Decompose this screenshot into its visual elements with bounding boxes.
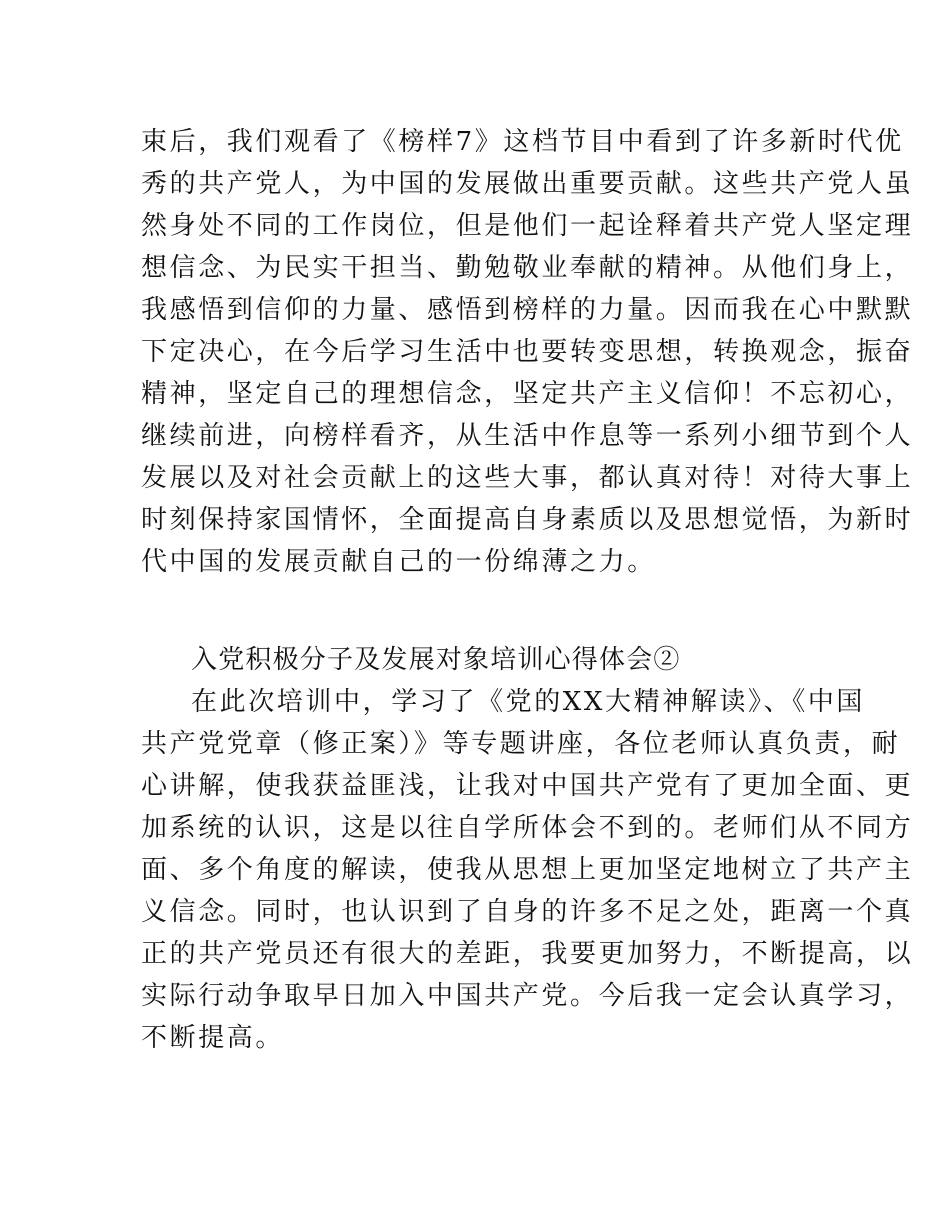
paragraph-line: 想信念、为民实干担当、勤勉敬业奉献的精神。从他们身上， (141, 253, 914, 283)
paragraph-line: 继续前进，向榜样看齐，从生活中作息等一系列小细节到个人 (141, 421, 914, 451)
paragraph-line: 然身处不同的工作岗位，但是他们一起诠释着共产党人坚定理 (141, 211, 914, 241)
paragraph-line: 实际行动争取早日加入中国共产党。今后我一定会认真学习， (141, 981, 914, 1011)
paragraph-line: 共产党党章（修正案）》等专题讲座，各位老师认真负责，耐 (141, 729, 901, 759)
paragraph-line: 加系统的认识，这是以往自学所体会不到的。老师们从不同方 (141, 813, 914, 843)
paragraph-line: 精神，坚定自己的理想信念，坚定共产主义信仰！不忘初心， (141, 379, 914, 409)
paragraph-line: 我感悟到信仰的力量、感悟到榜样的力量。因而我在心中默默 (141, 295, 914, 325)
paragraph-line: 代中国的发展贡献自己的一份绵薄之力。 (141, 547, 656, 577)
paragraph-line: 正的共产党员还有很大的差距，我要更加努力，不断提高，以 (141, 939, 914, 969)
paragraph-line: 发展以及对社会贡献上的这些大事，都认真对待！对待大事上 (141, 463, 914, 493)
paragraph-line: 下定决心，在今后学习生活中也要转变思想，转换观念，振奋 (141, 337, 914, 367)
paragraph-line: 不断提高。 (141, 1023, 285, 1053)
paragraph-line: 秀的共产党人，为中国的发展做出重要贡献。这些共产党人虽 (141, 169, 914, 199)
paragraph-line: 在此次培训中，学习了《党的XX大精神解读》、《中国 (191, 687, 866, 717)
paragraph-line: 心讲解，使我获益匪浅，让我对中国共产党有了更加全面、更 (141, 771, 914, 801)
paragraph-line: 束后，我们观看了《榜样7》这档节目中看到了许多新时代优 (141, 127, 904, 157)
paragraph-line: 义信念。同时，也认识到了自身的许多不足之处，距离一个真 (141, 897, 914, 927)
paragraph-line: 时刻保持家国情怀，全面提高自身素质以及思想觉悟，为新时 (141, 505, 914, 535)
section-heading: 入党积极分子及发展对象培训心得体会② (191, 645, 681, 675)
paragraph-line: 面、多个角度的解读，使我从思想上更加坚定地树立了共产主 (141, 855, 914, 885)
